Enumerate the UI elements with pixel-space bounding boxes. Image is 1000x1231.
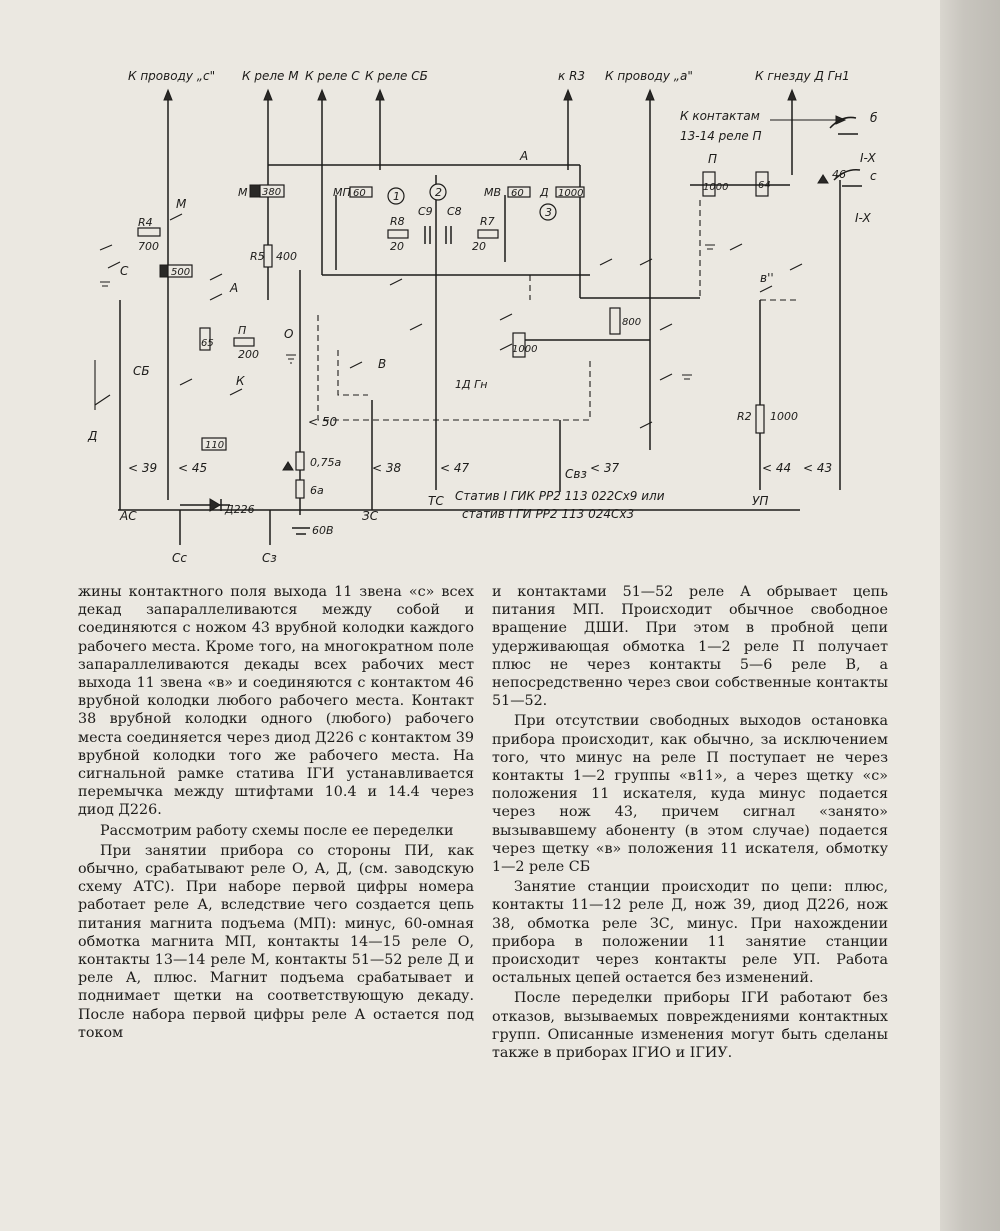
- label-relay-s: К реле С: [305, 69, 360, 83]
- circle-2-label: 2: [435, 186, 442, 199]
- d-label: Д: [540, 186, 549, 199]
- pin-45: < 45: [178, 461, 208, 475]
- p1-value: 1000: [703, 182, 729, 193]
- p2-value: 64: [758, 180, 771, 191]
- relay-d: Д: [88, 429, 98, 443]
- label-contacts-1: К контактам: [680, 109, 760, 123]
- paragraph: жины контактного поля выхода 11 звена «с» всех декад запараллеливаются между собой и соединяются с ножом 43 врубной колодки каждого рабочего места. Кроме того, на многократном поле запараллеливаются декады всех рабочих мест выхода 11 звена «в» и соединяются с контактом 46 врубной колодки любого рабочего места. Контакт 38 врубной колодки одного (любого) рабочего места соединяется через диод Д226 с контактом 39 врубной колодки того же рабочего места. На сигнальной рамке статива ІГИ устанавливается перемычка между штифтами 10.4 и 14.4 через диод Д226.: [78, 584, 474, 819]
- p-res-label: П: [238, 324, 247, 337]
- mv-value: 60: [511, 188, 524, 199]
- r5-label: R5: [250, 250, 265, 263]
- circuit-schematic: [0, 0, 1000, 580]
- label-relay-sb: К реле СБ: [365, 69, 428, 83]
- label-kr3: к R3: [558, 69, 586, 83]
- paragraph: При занятии прибора со стороны ПИ, как обычно, срабатывают реле О, А, Д, (см. заводскую схему АТС). При наборе первой цифры номера работает реле А, вследствие чего создается цепь питания магнита подъема (МП): минус, 60-омная обмотка магнита МП, контакты 14—15 реле О, контакты 13—14 реле М, контакты 51—52 реле Д и реле А, плюс. Магнит подъема срабатывает и поднимает щетки на соответствующую декаду. После набора первой цифры реле А остается под током: [78, 842, 474, 1041]
- pin-37: < 37: [590, 461, 620, 475]
- label-zs: ЗС: [362, 509, 379, 523]
- indicator-triangle: [283, 462, 293, 470]
- paragraph: и контактами 51—52 реле А обрывает цепь питания МП. Происходит обычное свободное вращение ДШИ. При этом в пробной цепи удерживающая обмотка 1—2 реле П получает плюс не через контакты 5—6 реле В, а непосредственно через свои собственные контакты 51—52.: [492, 584, 888, 710]
- ix-label-2: I-X: [855, 211, 871, 225]
- circle-3-label: 3: [545, 206, 552, 219]
- r2-label: R2: [737, 410, 752, 423]
- label-socket: К гнезду Д Гн1: [755, 69, 850, 83]
- d2-value: 800: [622, 317, 642, 328]
- s-value: 65: [201, 338, 214, 349]
- terminal-b: б: [870, 111, 878, 125]
- p-res-value: 200: [238, 348, 259, 361]
- circle-1-label: 1: [393, 190, 400, 203]
- a-value: 110: [205, 440, 225, 451]
- r4-value: 700: [138, 240, 159, 253]
- stativ-line-1: Статив I ГИК РР2 113 022Сх9 или: [455, 489, 665, 503]
- d-value: 1000: [558, 188, 584, 199]
- r4-label: R4: [138, 216, 153, 229]
- text-column-right: [492, 583, 888, 1062]
- m-value: 380: [262, 187, 282, 198]
- resistor-r4: [138, 228, 160, 236]
- diode-label: Д226: [225, 503, 255, 516]
- battery-label: 60В: [312, 524, 334, 537]
- ix-label-1: I-X: [860, 151, 876, 165]
- mv-label: МВ: [484, 186, 502, 199]
- terminal-46: 46: [832, 168, 846, 181]
- d3-value: 1000: [512, 344, 538, 355]
- pin-44: < 44: [762, 461, 792, 475]
- pin-47: < 47: [440, 461, 470, 475]
- relay-s: С: [120, 264, 129, 278]
- relay-k: К: [236, 374, 245, 388]
- label-relay-m: К реле М: [242, 69, 299, 83]
- resistor-r2: [756, 405, 764, 433]
- r8-label: R8: [390, 215, 405, 228]
- relay-o: О: [284, 327, 294, 341]
- bus-lines: [118, 165, 840, 545]
- label-contacts-2: 13-14 реле П: [680, 129, 762, 143]
- fuse2-label: 6а: [310, 484, 324, 497]
- fuse-6: [296, 480, 304, 498]
- terminal-c: с: [870, 169, 877, 183]
- relay-a: А: [230, 281, 239, 295]
- r5-value: 400: [276, 250, 297, 263]
- text-column-left: [78, 583, 474, 1042]
- paragraph: После переделки приборы ІГИ работают без отказов, вызываемых повреждениями контактных групп. Описанные изменения могут быть сделаны также в приборах ІГИО и ІГИУ.: [492, 990, 888, 1062]
- dgn-label: 1Д Гн: [455, 378, 488, 391]
- pin-39: < 39: [128, 461, 158, 475]
- terminal-a: А: [520, 149, 529, 163]
- dashed-link-2: [338, 350, 368, 395]
- resistor-r8: [388, 230, 408, 238]
- label-cz: Сз: [262, 551, 277, 565]
- resistor-r7: [478, 230, 498, 238]
- label-cs: Сс: [172, 551, 187, 565]
- pin-43: < 43: [803, 461, 833, 475]
- paragraph: Занятие станции происходит по цепи: плюс, контакты 11—12 реле Д, нож 39, диод Д226, нож 38, обмотка реле ЗС, минус. При нахождении прибора в положении 11 занятие станции происходит через контакты реле УП. Работа остальных цепей остается без изменений.: [492, 879, 888, 987]
- r7-value: 20: [472, 240, 486, 253]
- contact-switches: [95, 214, 802, 428]
- resistor-r5: [264, 245, 272, 267]
- mp-value: 60: [353, 188, 366, 199]
- dashed-link-1: [318, 315, 590, 420]
- stativ-line-2: статив I ГИ РР2 113 024Сх3: [462, 507, 635, 521]
- fuse1-label: 0,75а: [310, 456, 342, 469]
- battery-60v: [292, 528, 310, 534]
- relay-sb: СБ: [133, 364, 150, 378]
- resistor-p: [234, 338, 254, 346]
- m-label: М: [238, 186, 248, 199]
- coil-d2: [610, 308, 620, 334]
- mp-label: МП: [333, 186, 351, 199]
- coil-m-core: [250, 185, 260, 197]
- r8-value: 20: [390, 240, 404, 253]
- relay-m: М: [176, 197, 187, 211]
- diode-d226: [180, 499, 230, 511]
- label-ts: ТС: [428, 494, 444, 508]
- relay-v2: в'': [760, 271, 774, 285]
- c9-label: C9: [418, 205, 433, 218]
- relay-v: В: [378, 357, 387, 371]
- r2-value: 1000: [770, 410, 798, 423]
- label-wire-c: К проводу „с": [128, 69, 216, 83]
- label-ac: АС: [120, 509, 137, 523]
- c8-label: C8: [447, 205, 462, 218]
- indicator-triangle-2: [818, 175, 828, 183]
- label-up: УП: [752, 494, 769, 508]
- capacitor-c8: [446, 226, 451, 244]
- label-cvz: Свз: [565, 467, 587, 481]
- r7-label: R7: [480, 215, 495, 228]
- paragraph: Рассмотрим работу схемы после ее переделки: [100, 822, 454, 839]
- capacitor-c9: [425, 226, 430, 244]
- o-value: 500: [171, 267, 191, 278]
- paragraph: При отсутствии свободных выходов остановка прибора происходит, как обычно, за исключением того, что минус на реле П поступает не через контакты 1—2 группы «в11», а через щетку «с» положения 11 искателя, куда минус подается через нож 43, причем сигнал «занято» вызывавшему абоненту (в этом случае) подается через щетку «в» положения 11 искателя, обмотку 1—2 реле СБ: [492, 713, 888, 876]
- relay-p: П: [708, 152, 718, 166]
- pin-38: < 38: [372, 461, 402, 475]
- label-wire-a: К проводу „а": [605, 69, 693, 83]
- pin-50: < 50: [308, 415, 338, 429]
- fuse-075: [296, 452, 304, 470]
